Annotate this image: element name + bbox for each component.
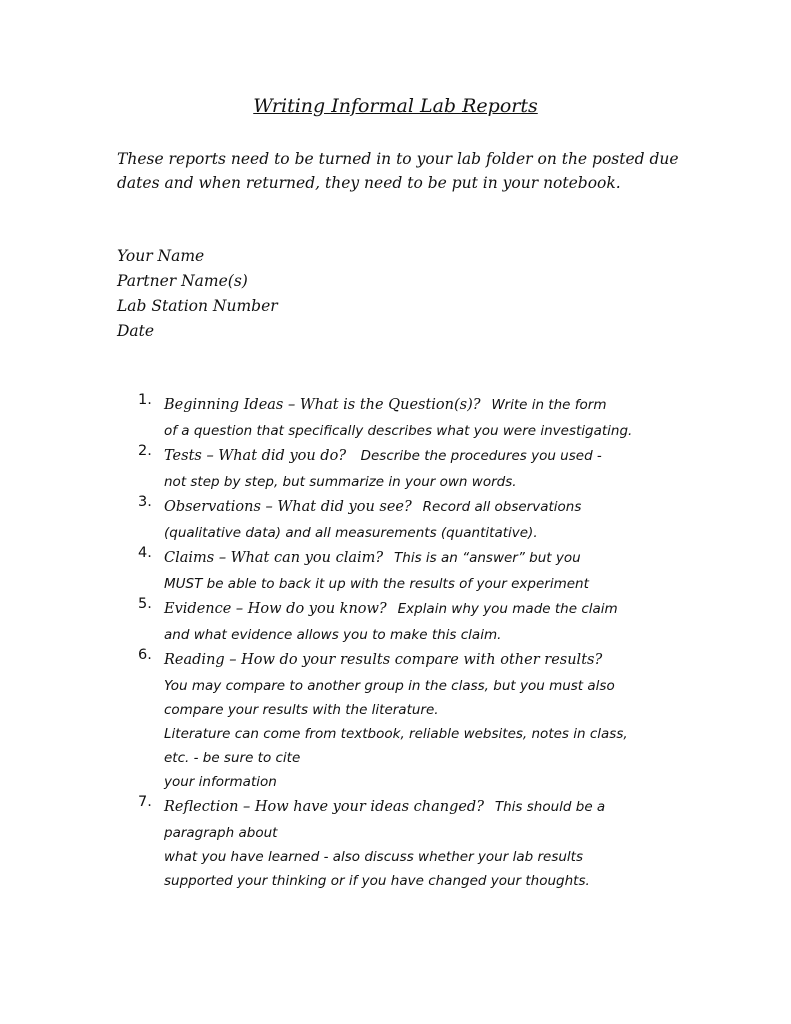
item-question: Tests – What did you do? bbox=[164, 448, 347, 464]
item-number: 6. bbox=[138, 647, 152, 663]
item-detail: This is an “answer” but you bbox=[394, 550, 581, 566]
item-detail-line: (qualitative data) and all measurements (quantitative). bbox=[164, 525, 538, 541]
list-item bbox=[135, 647, 695, 794]
item-detail-line: You may compare to another group in the class, but you must also bbox=[164, 678, 615, 694]
header-line-lab-station: Lab Station Number bbox=[117, 297, 278, 315]
item-detail-line: Literature can come from textbook, reliable websites, notes in class, bbox=[164, 726, 628, 742]
item-detail-line: what you have learned - also discuss whether your lab results bbox=[164, 849, 583, 865]
item-detail: Record all observations bbox=[422, 499, 582, 515]
item-question: Evidence – How do you know? bbox=[164, 601, 387, 617]
item-detail-line: your information bbox=[164, 774, 277, 790]
list-item bbox=[135, 545, 695, 596]
item-detail-line: of a question that specifically describes what you were investigating. bbox=[164, 423, 633, 439]
item-number: 4. bbox=[138, 545, 152, 561]
list-item bbox=[135, 794, 695, 893]
item-number: 1. bbox=[138, 392, 152, 408]
list-item bbox=[135, 392, 695, 443]
header-line-date: Date bbox=[117, 322, 155, 340]
header-line-partner-names: Partner Name(s) bbox=[117, 272, 248, 290]
document-title: Writing Informal Lab Reports bbox=[253, 95, 538, 117]
item-question: Beginning Ideas – What is the Question(s)? bbox=[164, 397, 481, 413]
item-detail: Describe the procedures you used - bbox=[360, 448, 602, 464]
item-detail: This should be a bbox=[494, 799, 606, 815]
report-header-fields bbox=[117, 244, 278, 344]
item-question: Reflection – How have your ideas changed? bbox=[164, 799, 484, 815]
item-number: 7. bbox=[138, 794, 152, 810]
item-question: Claims – What can you claim? bbox=[164, 550, 384, 566]
item-detail-line: supported your thinking or if you have changed your thoughts. bbox=[164, 873, 590, 889]
list-item bbox=[135, 596, 695, 647]
item-detail: Explain why you made the claim bbox=[397, 601, 618, 617]
item-detail-line: not step by step, but summarize in your own words. bbox=[164, 474, 517, 490]
report-sections-list bbox=[135, 392, 695, 893]
item-detail-line: MUST be able to back it up with the results of your experiment bbox=[164, 576, 589, 592]
item-detail-line: compare your results with the literature. bbox=[164, 702, 439, 718]
list-item bbox=[135, 494, 695, 545]
item-detail: Write in the form bbox=[491, 397, 607, 413]
item-question: Reading – How do your results compare with other results? bbox=[164, 652, 603, 668]
item-detail-line: paragraph about bbox=[164, 825, 278, 841]
header-line-your-name: Your Name bbox=[117, 247, 205, 265]
item-detail-line: etc. - be sure to cite bbox=[164, 750, 301, 766]
item-number: 2. bbox=[138, 443, 152, 459]
item-number: 3. bbox=[138, 494, 152, 510]
item-number: 5. bbox=[138, 596, 152, 612]
item-detail-line: and what evidence allows you to make this claim. bbox=[164, 627, 502, 643]
list-item bbox=[135, 443, 695, 494]
item-question: Observations – What did you see? bbox=[164, 499, 412, 515]
intro-paragraph: These reports need to be turned in to your lab folder on the posted due dates and when returned, they need to be put in your notebook. bbox=[117, 150, 679, 192]
